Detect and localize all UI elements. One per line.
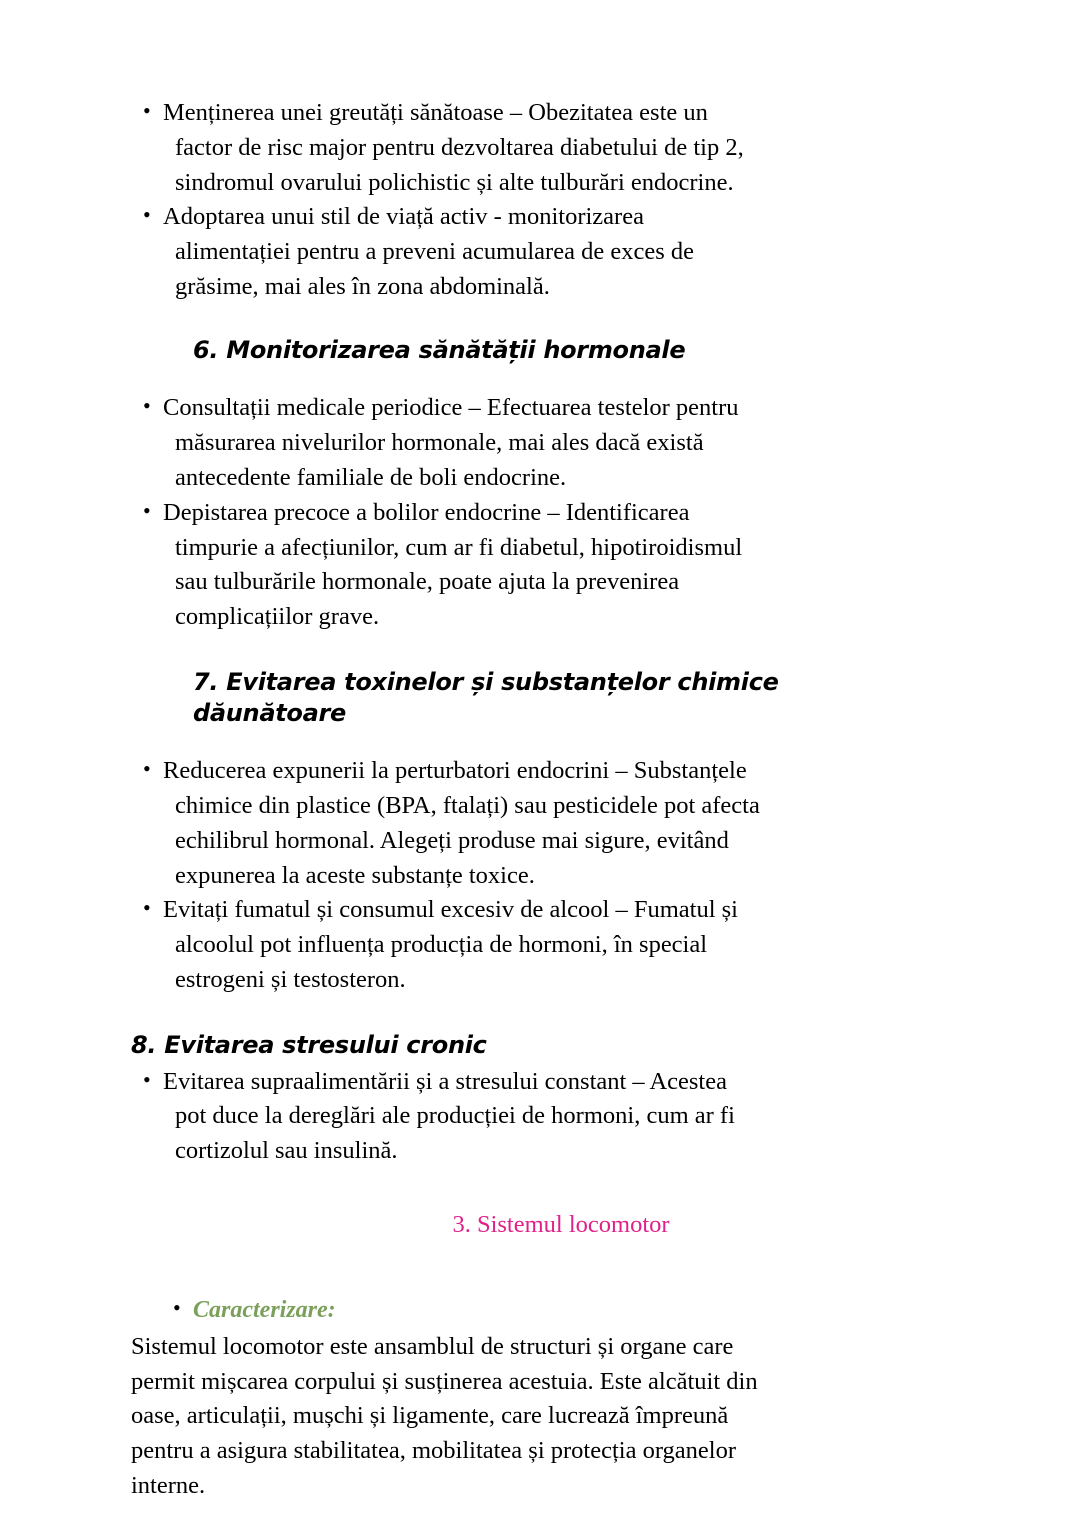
list-item [131, 96, 951, 200]
heading-monitorizarea-sanatatii-hormonale: 6. Monitorizarea sănătății hormonale [193, 335, 686, 364]
bullet-line: sau tulburările hormonale, poate ajuta la prevenirea [175, 568, 680, 596]
bullet-line: echilibrul hormonal. Alegeți produse mai sigure, evitând [175, 826, 729, 854]
bullet-line: estrogeni și testosteron. [175, 966, 406, 993]
caracterizare-paragraph [131, 1330, 831, 1504]
caracterizare-bullet [161, 1297, 951, 1324]
bullet-line: cortizolul sau insulină. [175, 1137, 398, 1165]
bullet-line: pot duce la dereglări ale producției de hormoni, cum ar fi [175, 1102, 735, 1130]
bullet-line: antecedente familiale de boli endocrine. [175, 463, 567, 491]
paragraph-line: pentru a asigura stabilitatea, mobilitatea și protecția organelor [131, 1437, 737, 1465]
heading-line: dăunătoare [193, 698, 347, 727]
bullet-line: sindromul ovarului polichistic și alte tulburări endocrine. [175, 168, 734, 196]
bullet-line: Consultații medicale periodice – Efectuarea testelor pentru [163, 394, 739, 422]
list-item [131, 754, 951, 893]
bullet-line: complicațiilor grave. [175, 603, 380, 631]
bullet-line: Evitarea supraalimentării și a stresului constant – Acestea [163, 1067, 727, 1095]
paragraph-line: Sistemul locomotor este ansamblul de structuri și organe care [131, 1332, 734, 1360]
bullet-line: grăsime, mai ales în zona abdominală. [175, 272, 550, 300]
paragraph-line: oase, articulații, mușchi și ligamente, care lucrează împreună [131, 1402, 729, 1430]
heading-line: 7. Evitarea toxinelor și substanțelor chimice [193, 667, 779, 696]
bullet-line: expunerea la aceste substanțe toxice. [175, 861, 535, 889]
bullet-line: factor de risc major pentru dezvoltarea diabetului de tip 2, [175, 133, 744, 161]
section-title-sistemul-locomotor: 3. Sistemul locomotor [452, 1210, 670, 1238]
heading-evitarea-stresului-cronic: 8. Evitarea stresului cronic [131, 1030, 487, 1059]
list-item [131, 496, 951, 635]
bullet-line: alcoolul pot influența producția de hormoni, în special [175, 931, 708, 959]
document-content [131, 96, 951, 1504]
bullet-line: chimice din plastice (BPA, ftalați) sau pesticidele pot afecta [175, 792, 760, 820]
monitoring-bullet-list [131, 391, 951, 634]
bullet-line: Adoptarea unui stil de viață activ - monitorizarea [163, 203, 644, 231]
list-item [131, 391, 951, 495]
bullet-line: Evitați fumatul și consumul excesiv de alcool – Fumatul și [163, 896, 738, 924]
caracterizare-label: Caracterizare: [193, 1296, 336, 1323]
bullet-line: Depistarea precoce a bolilor endocrine – Identificarea [163, 498, 690, 526]
lifestyle-bullet-list [131, 96, 951, 305]
bullet-line: Menținerea unei greutăți sănătoase – Obezitatea este un [163, 99, 708, 126]
bullet-line: timpurie a afecțiunilor, cum ar fi diabetul, hipotiroidismul [175, 533, 743, 561]
list-item [131, 200, 951, 304]
heading-evitarea-toxinelor [193, 667, 893, 728]
bullet-line: alimentației pentru a preveni acumularea de exces de [175, 238, 694, 266]
bullet-line: Reducerea expunerii la perturbatori endocrini – Substanțele [163, 757, 747, 785]
paragraph-line: interne. [131, 1471, 206, 1499]
list-item [131, 1065, 951, 1169]
toxins-bullet-list [131, 754, 951, 997]
bullet-line: măsurarea nivelurilor hormonale, mai ales dacă există [175, 429, 704, 457]
list-item [131, 893, 951, 997]
stress-bullet-list [131, 1065, 951, 1169]
paragraph-line: permit mișcarea corpului și susținerea acestuia. Este alcătuit din [131, 1367, 758, 1395]
